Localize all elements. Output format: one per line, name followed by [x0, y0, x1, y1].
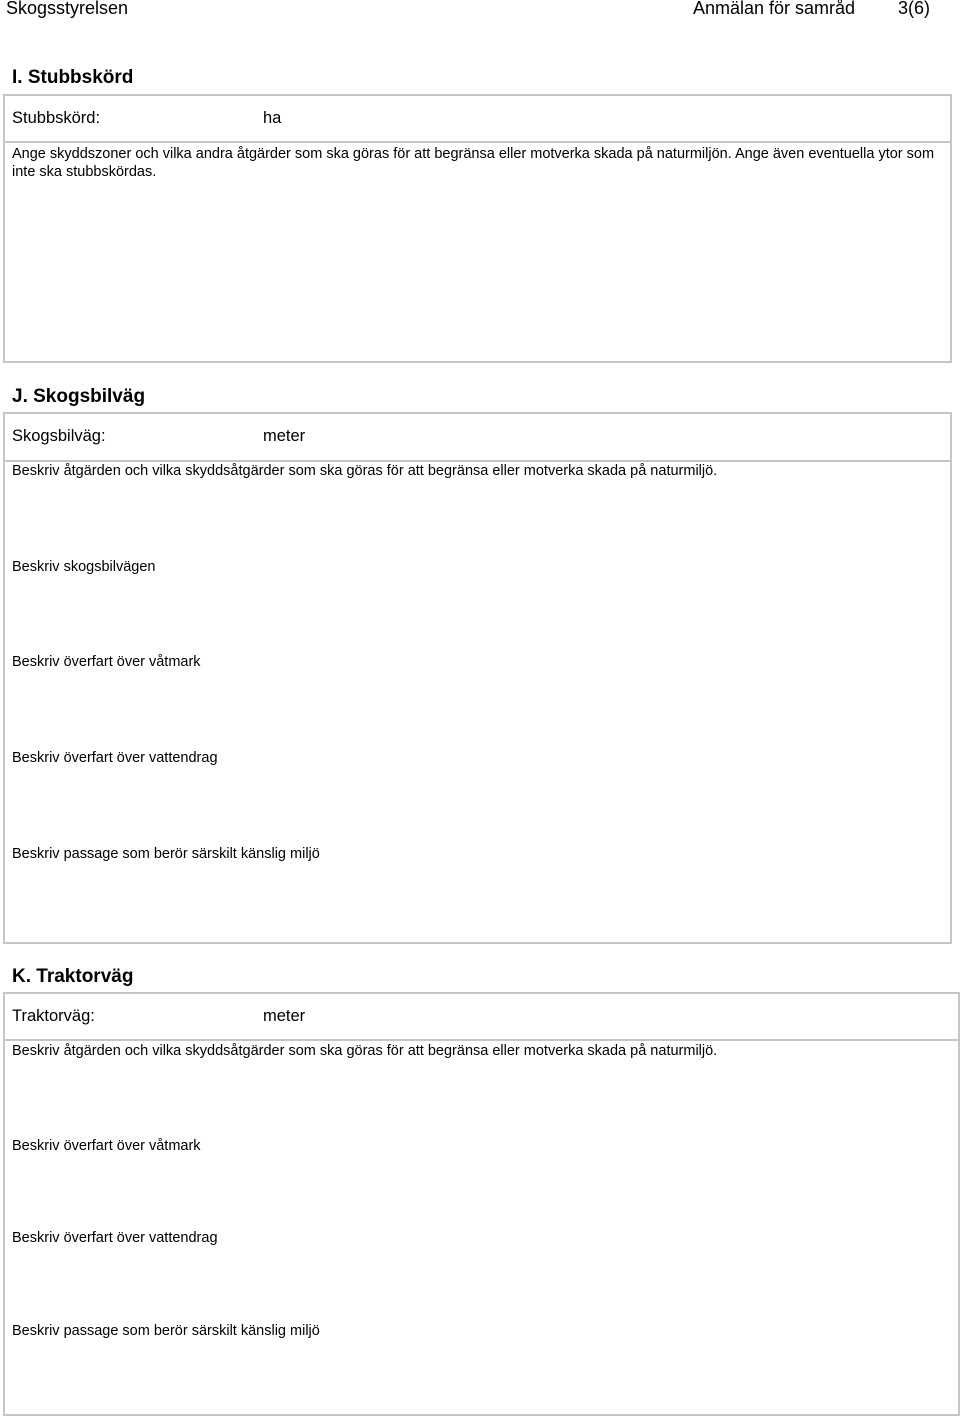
- traktorvag-label: Traktorväg:: [12, 1007, 95, 1025]
- traktorvag-unit: meter: [263, 1007, 306, 1025]
- section-i-textarea[interactable]: [8, 184, 950, 360]
- traktorvag-input[interactable]: [140, 1004, 254, 1030]
- section-j-prompt: Beskriv passage som berör särskilt känslig miljö: [12, 846, 320, 862]
- section-k-divider: [3, 1039, 960, 1041]
- section-j-instruction: Beskriv åtgärden och vilka skyddsåtgärder som ska göras för att begränsa eller motverka skada på naturmiljö.: [12, 463, 718, 479]
- section-k-prompt: Beskriv överfart över våtmark: [12, 1138, 201, 1154]
- skogsbilvag-input[interactable]: [140, 424, 254, 450]
- section-j-divider: [3, 460, 952, 462]
- org-name: Skogsstyrelsen: [6, 0, 129, 18]
- section-i-instruction: Ange skyddszoner och vilka andra åtgärder som ska göras för att begränsa eller motverka skada på naturmiljön. Ange även eventuella ytor som inte ska stubbskördas.: [12, 146, 935, 180]
- section-k-prompt: Beskriv överfart över vattendrag: [12, 1230, 218, 1246]
- section-j-prompt: Beskriv skogsbilvägen: [12, 559, 156, 575]
- section-k-prompt: Beskriv passage som berör särskilt känslig miljö: [12, 1323, 320, 1339]
- section-k-title: K. Traktorväg: [12, 966, 134, 987]
- section-j-title: J. Skogsbilväg: [12, 386, 146, 407]
- section-k-instruction: Beskriv åtgärden och vilka skyddsåtgärder som ska göras för att begränsa eller motverka skada på naturmiljö.: [12, 1043, 718, 1059]
- page-number: 3(6): [898, 0, 931, 18]
- section-j-box: [3, 412, 952, 944]
- section-i-divider: [3, 141, 952, 143]
- section-i-title: I. Stubbskörd: [12, 67, 134, 88]
- stubbskord-label: Stubbskörd:: [12, 109, 101, 127]
- skogsbilvag-label: Skogsbilväg:: [12, 427, 106, 445]
- section-j-prompt: Beskriv överfart över vattendrag: [12, 750, 218, 766]
- document-title: Anmälan för samråd: [693, 0, 856, 18]
- stubbskord-unit: ha: [263, 109, 282, 127]
- section-j-prompt: Beskriv överfart över våtmark: [12, 654, 201, 670]
- skogsbilvag-unit: meter: [263, 427, 306, 445]
- stubbskord-input[interactable]: [140, 106, 254, 132]
